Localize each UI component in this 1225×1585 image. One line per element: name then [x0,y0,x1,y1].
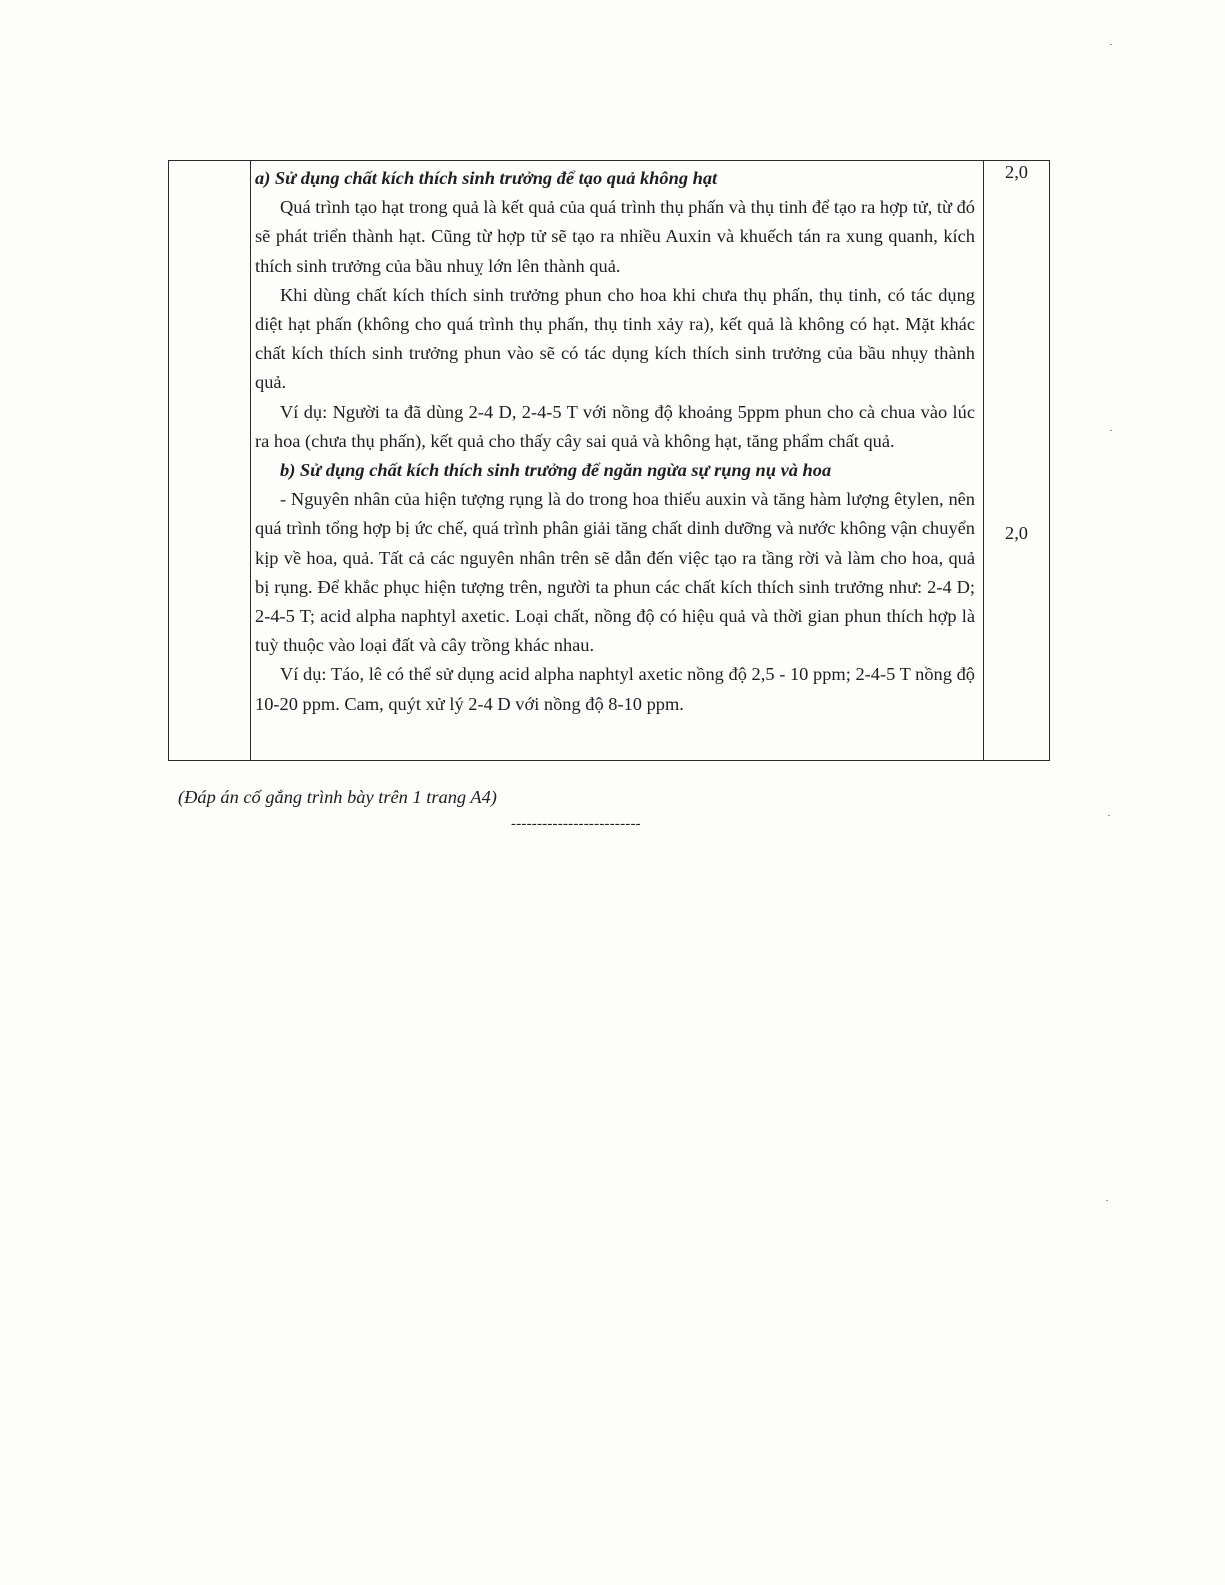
score-cell [984,161,1050,761]
section-a-paragraph-2: Khi dùng chất kích thích sinh trưởng phun cho hoa khi chưa thụ phấn, thụ tinh, có tác dụng diệt hạt phấn (không cho quá trình thụ phấn, thụ tinh xảy ra), kết quả là không có hạt. Mặt khác chất kích thích sinh trưởng phun vào sẽ có tác dụng kích thích sinh trưởng của bầu nhụy thành quả. [255,284,975,393]
table-row [169,161,1050,761]
section-a-paragraph-1: Quá trình tạo hạt trong quả là kết quả của quá trình thụ phấn và thụ tinh để tạo ra hợp tử, từ đó sẽ phát triển thành hạt. Cũng từ hợp tử sẽ tạo ra nhiều Auxin và khuếch tán ra xung quanh, kích thích sinh trưởng của bầu nhuỵ lớn lên thành quả. [255,197,975,276]
section-b-paragraph-1: - Nguyên nhân của hiện tượng rụng là do trong hoa thiếu auxin và tăng hàm lượng êtylen, nên quá trình tổng hợp bị ức chế, quá trình phân giải tăng chất dinh dưỡng và nước không vận chuyển kịp về hoa, quả. Tất cả các nguyên nhân trên sẽ dẫn đến việc tạo ra tầng rời và làm cho hoa, quả bị rụng. Để khắc phục hiện tượng trên, người ta phun các chất kích thích sinh trưởng như: 2-4 D; 2-4-5 T; acid alpha naphtyl axetic. Loại chất, nồng độ có hiệu quả và thời gian phun thích hợp là tuỳ thuộc vào loại đất và cây trồng khác nhau. [255,489,975,656]
section-b-score: 2,0 [1005,523,1028,543]
section-a-paragraph-3: Ví dụ: Người ta đã dùng 2-4 D, 2-4-5 T với nồng độ khoảng 5ppm phun cho cà chua vào lúc ra hoa (chưa thụ phấn), kết quả cho thấy cây sai quả và không hạt, tăng phẩm chất quả. [255,401,975,451]
question-index-cell [169,161,251,761]
scan-speck [1108,815,1110,816]
answer-content-cell [251,161,984,761]
footnote: (Đáp án cố gắng trình bày trên 1 trang A4) [178,787,497,807]
divider-line: ------------------------- [511,816,641,832]
scan-speck [1106,1200,1108,1201]
scan-speck [1110,430,1112,431]
section-b-paragraph-2: Ví dụ: Táo, lê có thể sử dụng acid alpha naphtyl axetic nồng độ 2,5 - 10 ppm; 2-4-5 T nồng độ 10-20 ppm. Cam, quýt xử lý 2-4 D với nồng độ 8-10 ppm. [255,664,975,714]
section-a-score: 2,0 [1005,162,1028,182]
answer-table [168,160,1050,761]
scan-speck [1110,44,1112,45]
section-b-heading: b) Sử dụng chất kích thích sinh trưởng để ngăn ngừa sự rụng nụ và hoa [280,460,832,481]
section-a-heading: a) Sử dụng chất kích thích sinh trưởng để tạo quả không hạt [255,168,718,188]
